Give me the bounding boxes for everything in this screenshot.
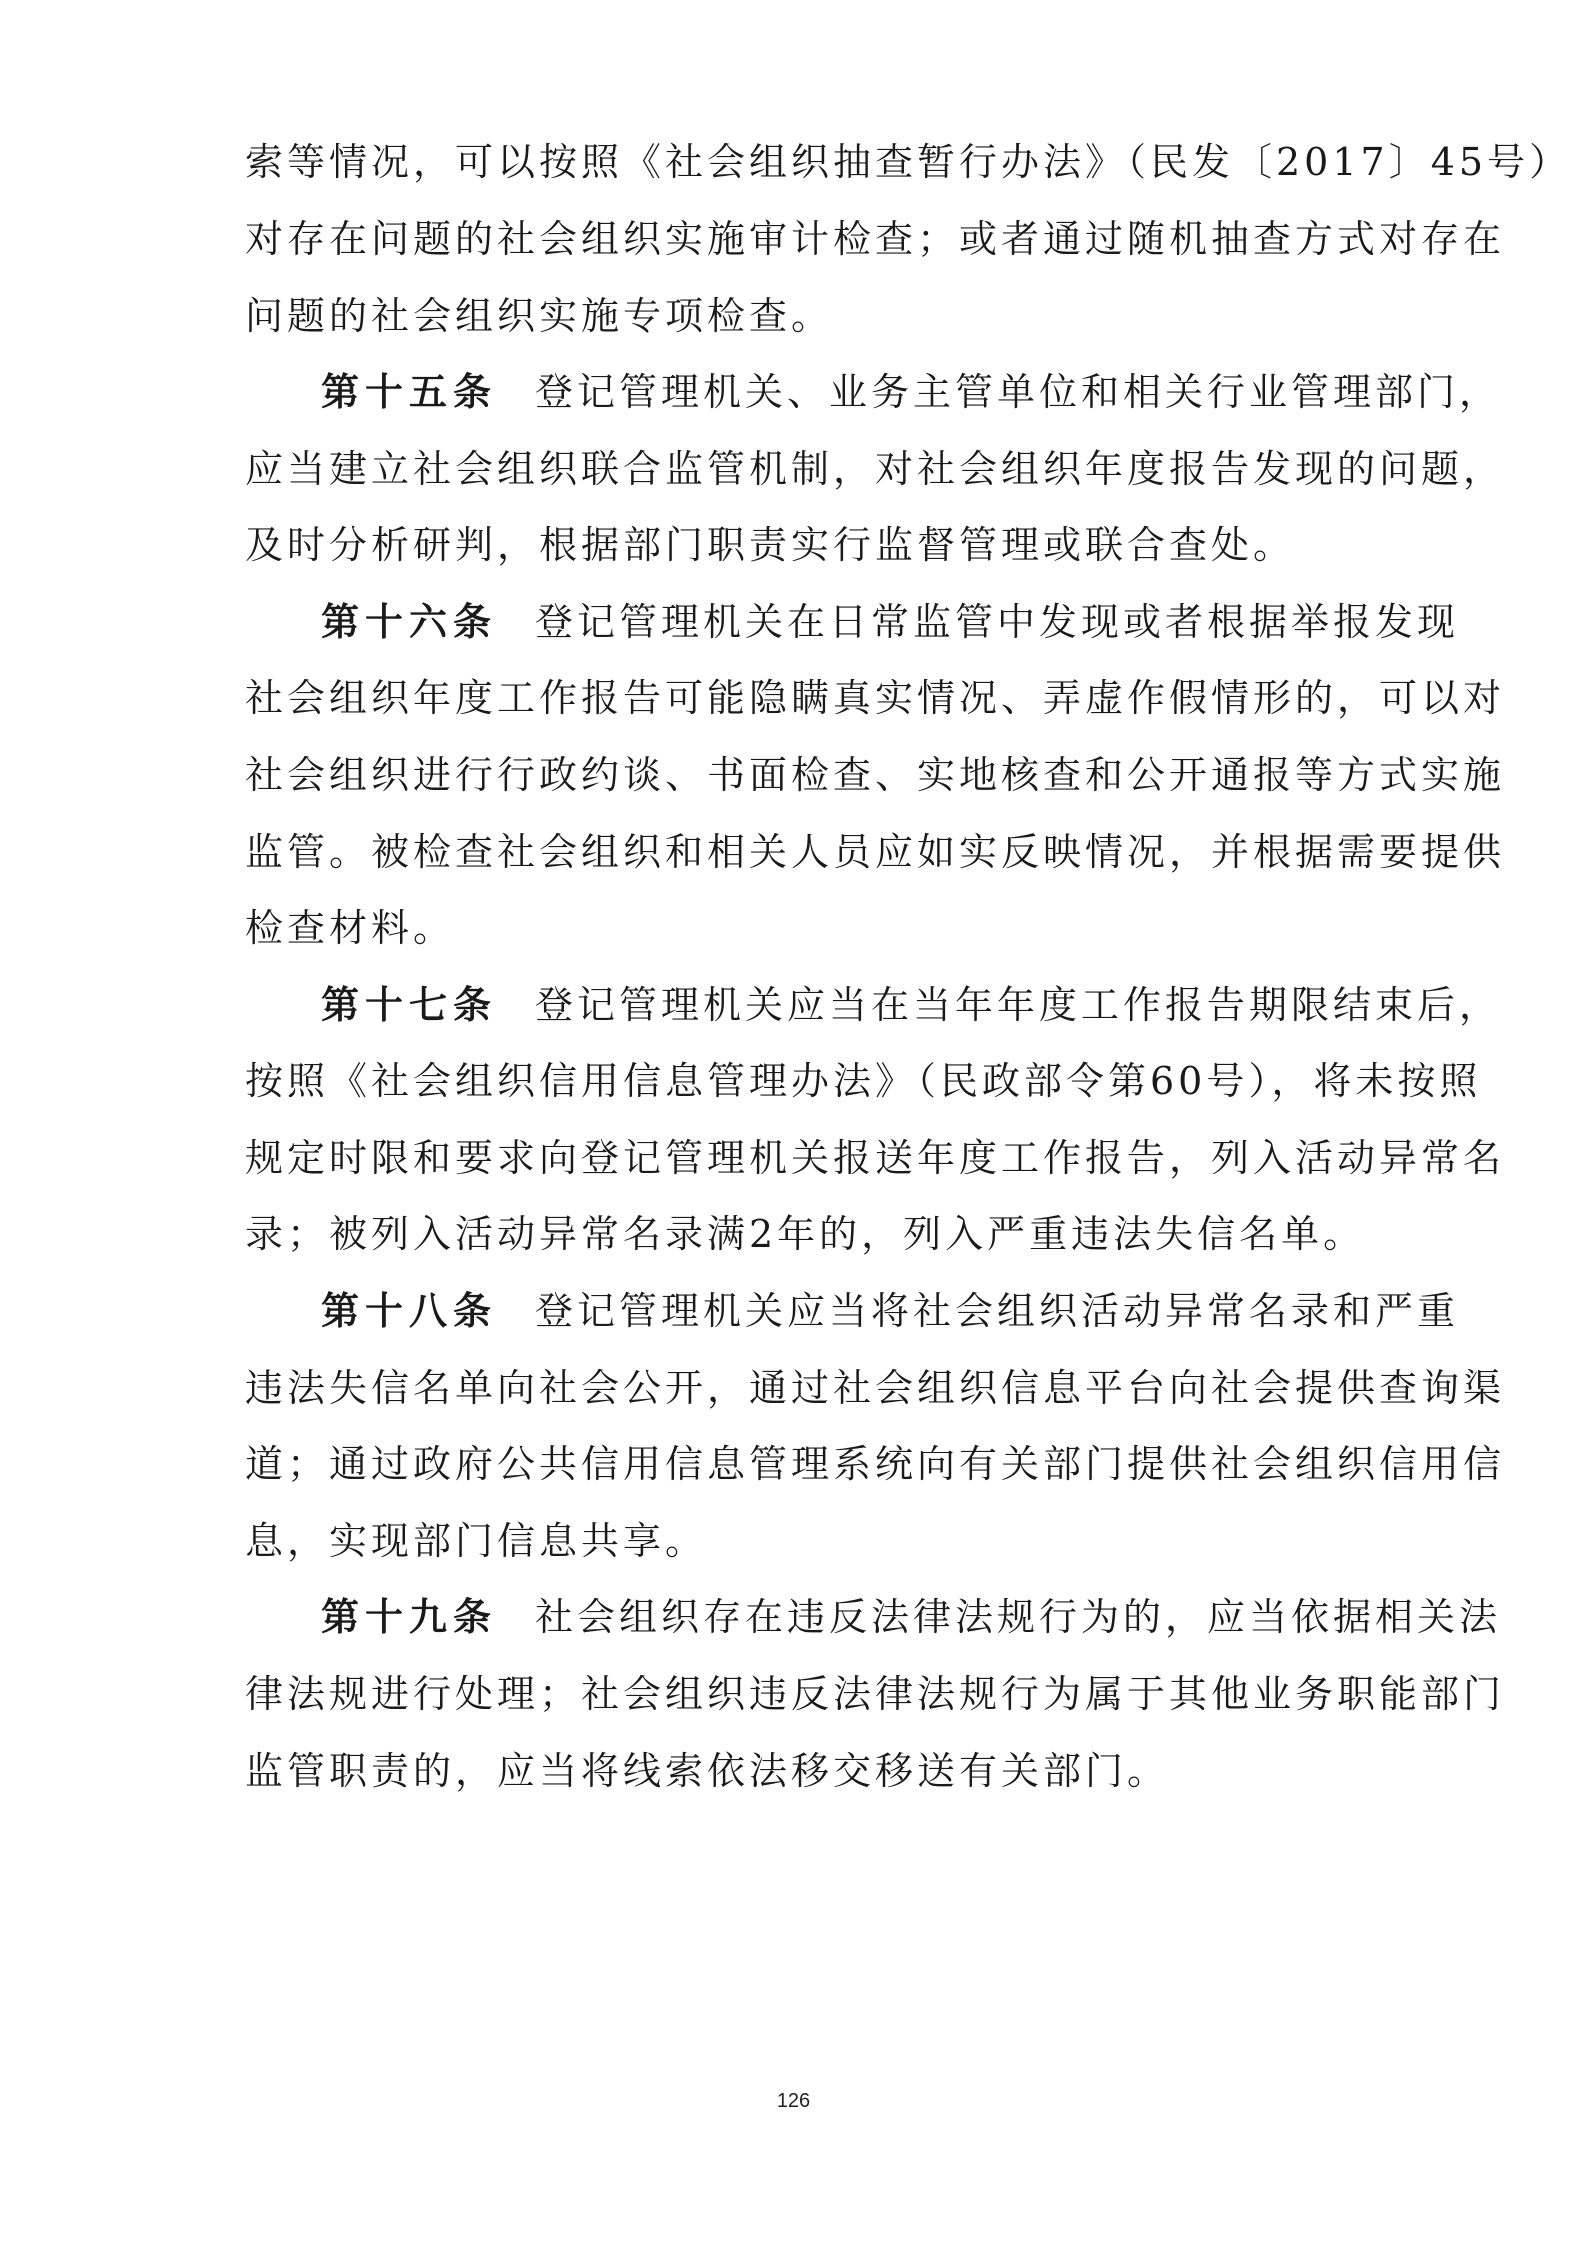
text-line: 应当建立社会组织联合监管机制，对社会组织年度报告发现的问题，: [245, 447, 1506, 491]
text-line: 索等情况，可以按照《社会组织抽查暂行办法》（民发〔2017〕45号）: [245, 140, 1572, 184]
text-line: 登记管理机关、业务主管单位和相关行业管理部门，: [535, 370, 1502, 414]
text-line: 道；通过政府公共信用信息管理系统向有关部门提供社会组织信用信: [245, 1442, 1506, 1486]
text-line: 监管。被检查社会组织和相关人员应如实反映情况，并根据需要提供: [245, 830, 1506, 874]
text-line: 违法失信名单向社会公开，通过社会组织信息平台向社会提供查询渠: [245, 1366, 1506, 1410]
page-number: 126: [776, 2090, 811, 2112]
text-line: 监管职责的，应当将线索依法移交移送有关部门。: [245, 1749, 1170, 1793]
text-line: 问题的社会组织实施专项检查。: [245, 294, 834, 338]
article-first-line: [321, 979, 1502, 1031]
text-line: 检查材料。: [245, 906, 456, 950]
text-line: 规定时限和要求向登记管理机关报送年度工作报告，列入活动异常名: [245, 1136, 1506, 1180]
text-line: 对存在问题的社会组织实施审计检查；或者通过随机抽查方式对存在: [245, 217, 1506, 261]
text-line: 律法规进行处理；社会组织违反法律法规行为属于其他业务职能部门: [245, 1672, 1506, 1716]
article-first-line: [321, 596, 1460, 648]
article-first-line: [321, 1285, 1460, 1337]
article-number: 第十六条: [321, 599, 498, 644]
text-line: 社会组织进行行政约谈、书面检查、实地核查和公开通报等方式实施: [245, 753, 1506, 797]
text-line: 社会组织年度工作报告可能隐瞒真实情况、弄虚作假情形的，可以对: [245, 676, 1506, 720]
article-number: 第十五条: [321, 369, 498, 414]
article-number: 第十八条: [321, 1288, 498, 1333]
text-line: 息，实现部门信息共享。: [245, 1519, 708, 1563]
article-first-line: [321, 366, 1502, 418]
text-line: 登记管理机关在日常监管中发现或者根据举报发现: [535, 600, 1460, 644]
text-line: 按照《社会组织信用信息管理办法》（民政部令第60号），将未按照: [245, 1059, 1482, 1103]
text-line: 登记管理机关应当将社会组织活动异常名录和严重: [535, 1289, 1460, 1333]
text-line: 社会组织存在违反法律法规行为的，应当依据相关法: [535, 1595, 1502, 1639]
article-number: 第十九条: [321, 1594, 498, 1639]
article-first-line: [321, 1591, 1502, 1643]
text-line: 登记管理机关应当在当年年度工作报告期限结束后，: [535, 983, 1502, 1027]
text-line: 及时分析研判，根据部门职责实行监督管理或联合查处。: [245, 523, 1296, 567]
text-line: 录；被列入活动异常名录满2年的，列入严重违法失信名单。: [245, 1212, 1366, 1256]
article-number: 第十七条: [321, 982, 498, 1027]
